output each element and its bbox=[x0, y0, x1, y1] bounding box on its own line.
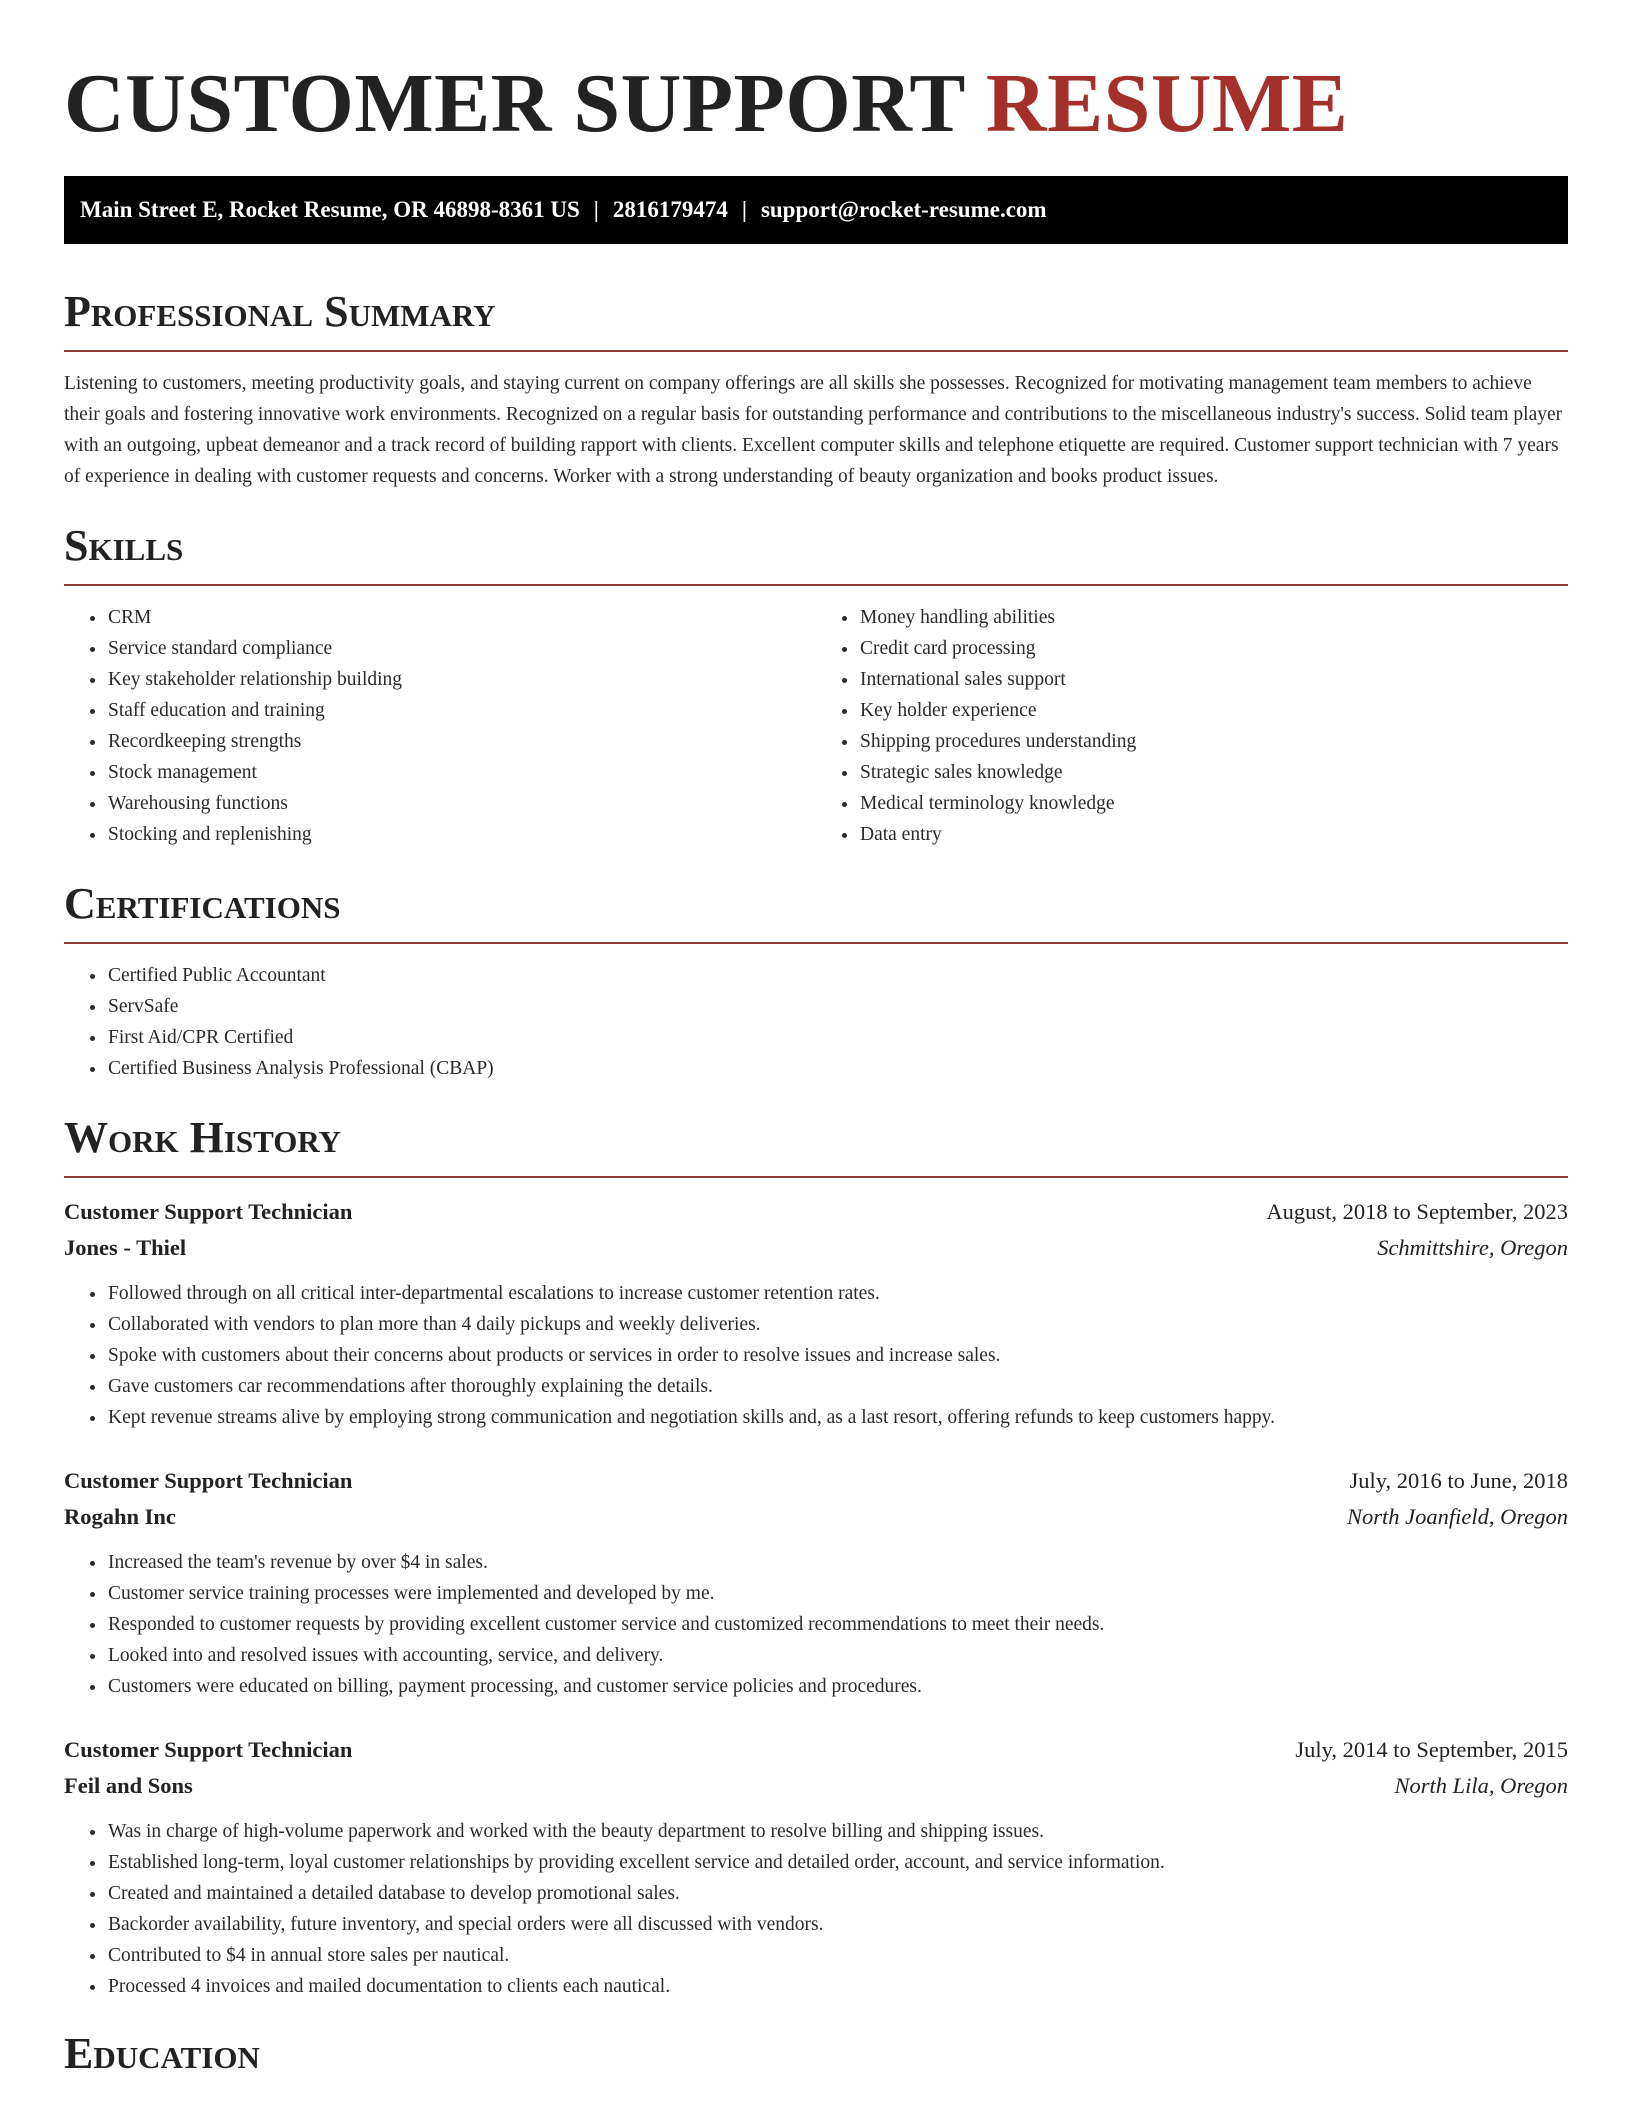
certification-item: • ServSafe bbox=[107, 991, 1568, 1022]
title-main: CUSTOMER SUPPORT bbox=[64, 57, 965, 150]
professional-summary-section bbox=[64, 286, 1568, 492]
job-title: Customer Support Technician bbox=[64, 1468, 353, 1493]
section-divider bbox=[64, 942, 1568, 944]
certifications-list bbox=[64, 960, 1568, 1084]
section-heading: Work History bbox=[64, 1113, 342, 1162]
section-heading: Certifications bbox=[64, 879, 341, 928]
job-location: North Lila, Oregon bbox=[1394, 1773, 1568, 1798]
job-bullet: • Established long-term, loyal customer relationships by providing excellent service and detailed order, account, and service information. bbox=[107, 1847, 1568, 1878]
job-dates: July, 2014 to September, 2015 bbox=[1295, 1737, 1568, 1762]
skill-item: • Medical terminology knowledge bbox=[859, 788, 1568, 819]
contact-phone: 2816179474 bbox=[612, 197, 728, 222]
job-header-row bbox=[64, 1732, 1568, 1768]
skills-column-right bbox=[816, 602, 1568, 850]
certification-item: • Certified Business Analysis Professional (CBAP) bbox=[107, 1053, 1568, 1084]
job-bullet: • Processed 4 invoices and mailed documentation to clients each nautical. bbox=[107, 1971, 1568, 2002]
job-entry bbox=[64, 1194, 1568, 1433]
job-bullet: • Responded to customer requests by providing excellent customer service and customized recommendations to meet their needs. bbox=[107, 1609, 1568, 1640]
job-location: Schmittshire, Oregon bbox=[1377, 1235, 1568, 1260]
skill-item: • Stock management bbox=[107, 757, 816, 788]
skill-item: • Money handling abilities bbox=[859, 602, 1568, 633]
job-bullet: • Increased the team's revenue by over $4 in sales. bbox=[107, 1547, 1568, 1578]
certification-item: • Certified Public Accountant bbox=[107, 960, 1568, 991]
skill-item: • Staff education and training bbox=[107, 695, 816, 726]
job-bullets bbox=[64, 1547, 1568, 1702]
contact-separator: | bbox=[593, 197, 599, 222]
job-dates: August, 2018 to September, 2023 bbox=[1266, 1199, 1568, 1224]
job-bullet: • Kept revenue streams alive by employing strong communication and negotiation skills and, as a last resort, offering refunds to keep customers happy. bbox=[107, 1402, 1568, 1433]
skill-item: • International sales support bbox=[859, 664, 1568, 695]
contact-address: Main Street E, Rocket Resume, OR 46898-8361 US bbox=[80, 197, 580, 222]
section-heading: Professional Summary bbox=[64, 287, 496, 336]
education-section bbox=[64, 2028, 1568, 2080]
skill-item: • Stocking and replenishing bbox=[107, 819, 816, 850]
section-heading: Skills bbox=[64, 521, 184, 570]
job-location: North Joanfield, Oregon bbox=[1346, 1504, 1568, 1529]
job-bullet: • Followed through on all critical inter-departmental escalations to increase customer retention rates. bbox=[107, 1278, 1568, 1309]
job-title: Customer Support Technician bbox=[64, 1199, 353, 1224]
job-company-row bbox=[64, 1230, 1568, 1266]
skills-grid bbox=[64, 602, 1568, 850]
job-bullet: • Customer service training processes were implemented and developed by me. bbox=[107, 1578, 1568, 1609]
resume-title bbox=[64, 58, 1568, 150]
section-divider bbox=[64, 1176, 1568, 1178]
section-divider bbox=[64, 584, 1568, 586]
job-bullet: • Was in charge of high-volume paperwork and worked with the beauty department to resolve billing and shipping issues. bbox=[107, 1816, 1568, 1847]
skills-list-right bbox=[816, 602, 1568, 850]
skills-list-left bbox=[64, 602, 816, 850]
job-bullet: • Created and maintained a detailed database to develop promotional sales. bbox=[107, 1878, 1568, 1909]
job-bullet: • Collaborated with vendors to plan more than 4 daily pickups and weekly deliveries. bbox=[107, 1309, 1568, 1340]
contact-bar bbox=[64, 176, 1568, 244]
job-company: Rogahn Inc bbox=[64, 1504, 176, 1529]
skill-item: • Recordkeeping strengths bbox=[107, 726, 816, 757]
job-company-row bbox=[64, 1768, 1568, 1804]
skill-item: • Credit card processing bbox=[859, 633, 1568, 664]
job-bullets bbox=[64, 1278, 1568, 1433]
job-header-row bbox=[64, 1194, 1568, 1230]
contact-email: support@rocket-resume.com bbox=[760, 197, 1047, 222]
work-history-section bbox=[64, 1112, 1568, 2002]
skill-item: • Strategic sales knowledge bbox=[859, 757, 1568, 788]
job-title: Customer Support Technician bbox=[64, 1737, 353, 1762]
job-header-row bbox=[64, 1463, 1568, 1499]
job-bullet: • Looked into and resolved issues with accounting, service, and delivery. bbox=[107, 1640, 1568, 1671]
section-heading: Education bbox=[64, 2029, 260, 2078]
job-bullet: • Backorder availability, future inventory, and special orders were all discussed with vendors. bbox=[107, 1909, 1568, 1940]
skill-item: • Shipping procedures understanding bbox=[859, 726, 1568, 757]
job-dates: July, 2016 to June, 2018 bbox=[1349, 1468, 1568, 1493]
job-entry bbox=[64, 1732, 1568, 2002]
skill-item: • Key stakeholder relationship building bbox=[107, 664, 816, 695]
section-divider bbox=[64, 350, 1568, 352]
job-company: Feil and Sons bbox=[64, 1773, 193, 1798]
job-bullet: • Gave customers car recommendations after thoroughly explaining the details. bbox=[107, 1371, 1568, 1402]
job-bullet: • Contributed to $4 in annual store sales per nautical. bbox=[107, 1940, 1568, 1971]
job-company: Jones - Thiel bbox=[64, 1235, 187, 1260]
job-bullet: • Spoke with customers about their concerns about products or services in order to resolve issues and increase sales. bbox=[107, 1340, 1568, 1371]
skill-item: • Warehousing functions bbox=[107, 788, 816, 819]
skill-item: • Key holder experience bbox=[859, 695, 1568, 726]
title-accent: RESUME bbox=[985, 57, 1349, 150]
job-entry bbox=[64, 1463, 1568, 1702]
job-company-row bbox=[64, 1499, 1568, 1535]
certifications-section bbox=[64, 878, 1568, 1084]
skill-item: • Data entry bbox=[859, 819, 1568, 850]
skill-item: • Service standard compliance bbox=[107, 633, 816, 664]
certification-item: • First Aid/CPR Certified bbox=[107, 1022, 1568, 1053]
skills-section bbox=[64, 520, 1568, 850]
skills-column-left bbox=[64, 602, 816, 850]
contact-separator: | bbox=[741, 197, 747, 222]
job-bullet: • Customers were educated on billing, payment processing, and customer service policies and procedures. bbox=[107, 1671, 1568, 1702]
summary-text: Listening to customers, meeting productivity goals, and staying current on company offerings are all skills she possesses. Recognized for motivating management team members to achieve their goals and fostering innovative work environments. Recognized on a regular basis for outstanding performance and contributions to the miscellaneous industry's success. Solid team player with an outgoing, upbeat demeanor and a track record of building rapport with clients. Excellent computer skills and telephone etiquette are required. Customer support technician with 7 years of experience in dealing with customer requests and concerns. Worker with a strong understanding of beauty organization and books product issues. bbox=[64, 373, 1563, 487]
job-bullets bbox=[64, 1816, 1568, 2002]
skill-item: • CRM bbox=[107, 602, 816, 633]
